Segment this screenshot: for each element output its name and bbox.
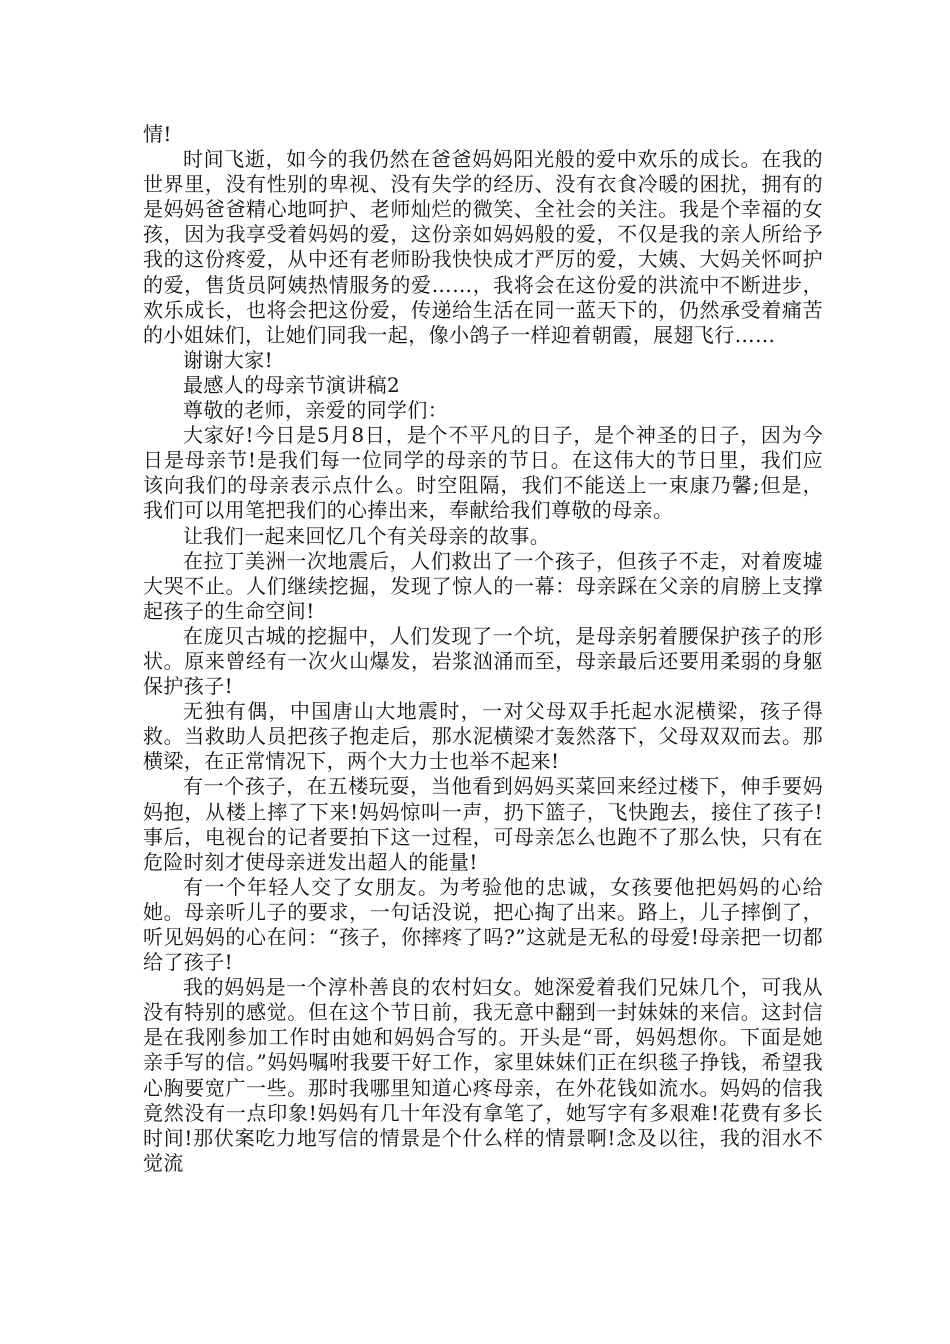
paragraph-3-section-title: 最感人的母亲节演讲稿2 bbox=[183, 372, 401, 397]
paragraph-6: 让我们一起来回忆几个有关母亲的故事。 bbox=[183, 523, 551, 548]
paragraph-12: 我的妈妈是一个淳朴善良的农村妇女。她深爱着我们兄妹几个，可我从没有特别的感觉。但在这个节日前，我无意中翻到一封妹妹的来信。这封信是在我刚参加工作时由她和妈妈合写的。开头是“哥，妈妈想你。下面是她亲手写的信。”妈妈嘱咐我要干好工作，家里妹妹们正在织毯子挣钱，希望我心胸要宽广一些。那时我哪里知道心疼母亲，在外花钱如流水。妈妈的信我竟然没有一点印象!妈妈有几十年没有拿笔了，她写字有多艰难!花费有多长时间!那伏案吃力地写信的情景是个什么样的情景啊!念及以往，我的泪水不觉流 bbox=[143, 975, 823, 1175]
paragraph-4-salutation: 尊敬的老师，亲爱的同学们： bbox=[183, 398, 449, 423]
paragraph-0: 情! bbox=[143, 122, 172, 146]
paragraph-7: 在拉丁美洲一次地震后，人们救出了一个孩子，但孩子不走，对着废墟大哭不止。人们继续挖掘，发现了惊人的一幕：母亲踩在父亲的肩膀上支撑起孩子的生命空间! bbox=[143, 548, 823, 623]
paragraph-1: 时间飞逝，如今的我仍然在爸爸妈妈阳光般的爱中欢乐的成长。在我的世界里，没有性别的卑视、没有失学的经历、没有衣食冷暖的困扰，拥有的是妈妈爸爸精心地呵护、老师灿烂的微笑、全社会的关注。我是个幸福的女孩，因为我享受着妈妈的爱，这份亲如妈妈般的爱，不仅是我的亲人所给予我的这份疼爱，从中还有老师盼我快快成才严厉的爱，大姨、大妈关怀呵护的爱，售货员阿姨热情服务的爱……，我将会在这份爱的洪流中不断进步，欢乐成长，也将会把这份爱，传递给生活在同一蓝天下的，仍然承受着痛苦的小姐妹们，让她们同我一起，像小鸽子一样迎着朝霞，展翅飞行…… bbox=[143, 147, 823, 347]
paragraph-9: 无独有偶，中国唐山大地震时，一对父母双手托起水泥横梁，孩子得救。当救助人员把孩子抱走后，那水泥横梁才轰然落下，父母双双而去。那横梁，在正常情况下，两个大力士也举不起来! bbox=[143, 699, 823, 774]
paragraph-11: 有一个年轻人交了女朋友。为考验他的忠诚，女孩要他把妈妈的心给她。母亲听儿子的要求，一句话没说，把心掏了出来。路上，儿子摔倒了，听见妈妈的心在问：“孩子，你摔疼了吗?”这就是无私的母爱!母亲把一切都给了孩子! bbox=[143, 874, 823, 975]
paragraph-2: 谢谢大家! bbox=[183, 347, 274, 372]
document-body bbox=[143, 122, 823, 1176]
paragraph-8: 在庞贝古城的挖掘中，人们发现了一个坑，是母亲躬着腰保护孩子的形状。原来曾经有一次火山爆发，岩浆汹涌而至，母亲最后还要用柔弱的身躯保护孩子! bbox=[143, 623, 823, 699]
paragraph-10: 有一个孩子，在五楼玩耍，当他看到妈妈买菜回来经过楼下，伸手要妈妈抱，从楼上摔了下来!妈妈惊叫一声，扔下篮子，飞快跑去，接住了孩子!事后，电视台的记者要拍下这一过程，可母亲怎么也跑不了那么快，只有在危险时刻才使母亲迸发出超人的能量! bbox=[143, 774, 823, 874]
paragraph-5: 大家好!今日是5月8日，是个不平凡的日子，是个神圣的日子，因为今日是母亲节!是我们每一位同学的母亲的节日。在这伟大的节日里，我们应该向我们的母亲表示点什么。时空阻隔，我们不能送上一束康乃馨;但是，我们可以用笔把我们的心捧出来，奉献给我们尊敬的母亲。 bbox=[143, 423, 823, 523]
